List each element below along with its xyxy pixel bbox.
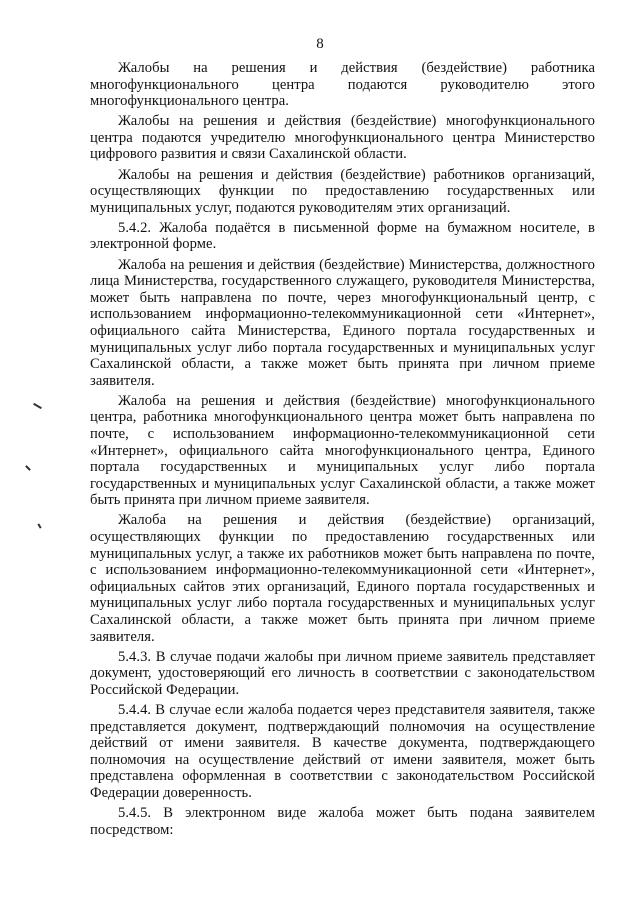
paragraph: Жалобы на решения и действия (бездействие) многофункционального центра подаются учредителю многофункционального центра Министерство цифрового развития и связи Сахалинской области. xyxy=(90,113,595,163)
paragraph: 5.4.4. В случае если жалоба подается через представителя заявителя, также представляется документ, подтверждающий полномочия на осуществление действий от имени заявителя. В качестве документа, подтверждающего полномочия на осуществление действий от имени заявителя, может быть представлена оформленная в соответствии с законодательством Российской Федерации доверенность. xyxy=(90,701,595,801)
paragraph: 5.4.3. В случае подачи жалобы при личном приеме заявитель представляет документ, удостоверяющий его личность в соответствии с законодательством Российской Федерации. xyxy=(90,648,595,698)
paragraph: Жалобы на решения и действия (бездействие) работников организаций, осуществляющих функции по предоставлению государственных или муниципальных услуг, подаются руководителям этих организаций. xyxy=(90,166,595,216)
margin-mark xyxy=(25,465,31,471)
paragraph: 5.4.5. В электронном виде жалоба может быть подана заявителем посредством: xyxy=(90,805,595,838)
paragraph: Жалоба на решения и действия (бездействие) многофункционального центра, работника многофункционального центра может быть направлена по почте, с использованием информационно-телекоммуникационной сети «Интернет», официального сайта многофункционального центра, Единого портала государственных и муниципальных услуг либо портала государственных и муниципальных услуг Сахалинской области, а также может быть принята при личном приеме заявителя. xyxy=(90,392,595,509)
paragraph: Жалоба на решения и действия (бездействие) организаций, осуществляющих функции по предоставлению государственных или муниципальных услуг, а также их работников может быть направлена по почте, с использованием информационно-телекоммуникационной сети «Интернет», официальных сайтов этих организаций, Единого портала государственных и муниципальных услуг либо портала государственных и муниципальных услуг Сахалинской области, а также может быть принята при личном приеме заявителя. xyxy=(90,512,595,645)
page-number: 8 xyxy=(316,36,324,52)
margin-mark xyxy=(33,403,42,409)
paragraph: 5.4.2. Жалоба подаётся в письменной форме на бумажном носителе, в электронной форме. xyxy=(90,219,595,253)
paragraph: Жалобы на решения и действия (бездействие) работника многофункционального центра подаются руководителю этого многофункционального центра. xyxy=(90,60,595,110)
document-body xyxy=(90,60,595,842)
paragraph: Жалоба на решения и действия (бездействие) Министерства, должностного лица Министерства, государственного служащего, руководителя Министерства, может быть направлена по почте, через многофункциональный центр, с использованием информационно-телекоммуникационной сети «Интернет», официального сайта Министерства, Единого портала государственных и муниципальных услуг либо портала государственных и муниципальных услуг Сахалинской области, а также может быть принята при личном приеме заявителя. xyxy=(90,256,595,389)
margin-mark xyxy=(37,523,41,528)
